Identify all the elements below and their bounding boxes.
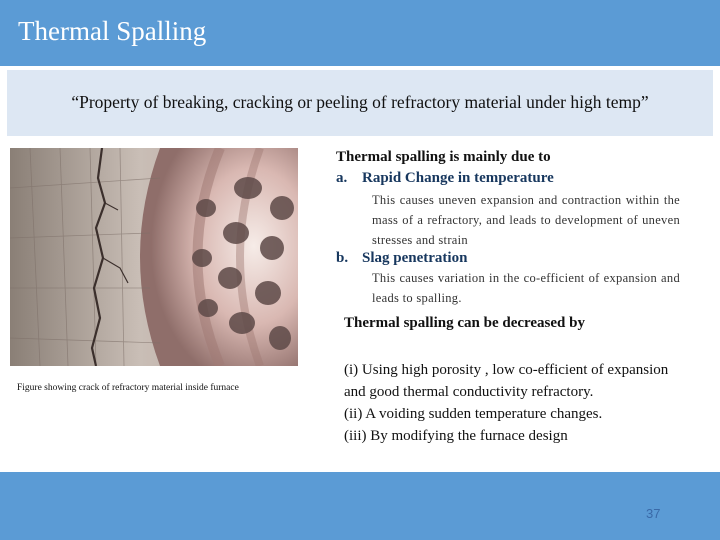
furnace-interior-image [10, 148, 298, 366]
cause-item-slag-penetration [336, 250, 467, 267]
cause-description: This causes uneven expansion and contraction within the mass of a refractory, and leads to development of uneven stresses and strain [372, 193, 680, 247]
slide-title: Thermal Spalling [18, 16, 207, 46]
footer-bar [0, 472, 720, 540]
cause-marker: b. [336, 250, 349, 266]
cause-title: Rapid Change in temperature [362, 170, 554, 186]
definition-text: “Property of breaking, cracking or peeling of refractory material under high temp” [71, 92, 649, 112]
list-item: (iii) By modifying the furnace design [344, 428, 568, 444]
furnace-crack-photo [10, 148, 298, 366]
figure-caption: Figure showing crack of refractory material inside furnace [17, 383, 239, 393]
page-number: 37 [646, 506, 661, 521]
definition-box [7, 70, 713, 136]
cause-title: Slag penetration [362, 250, 468, 266]
causes-heading: Thermal spalling is mainly due to [336, 149, 551, 165]
list-item: (i) Using high porosity , low co-efficient of expansion and good thermal conductivity refractory. [344, 362, 669, 400]
cause-item-rapid-change [336, 170, 554, 187]
list-item: (ii) A voiding sudden temperature changes. [344, 406, 603, 422]
remedies-list [344, 359, 684, 447]
cause-description: This causes variation in the co-efficient of expansion and leads to spalling. [372, 271, 680, 305]
remedies-heading: Thermal spalling can be decreased by [344, 315, 585, 331]
cause-marker: a. [336, 170, 348, 186]
